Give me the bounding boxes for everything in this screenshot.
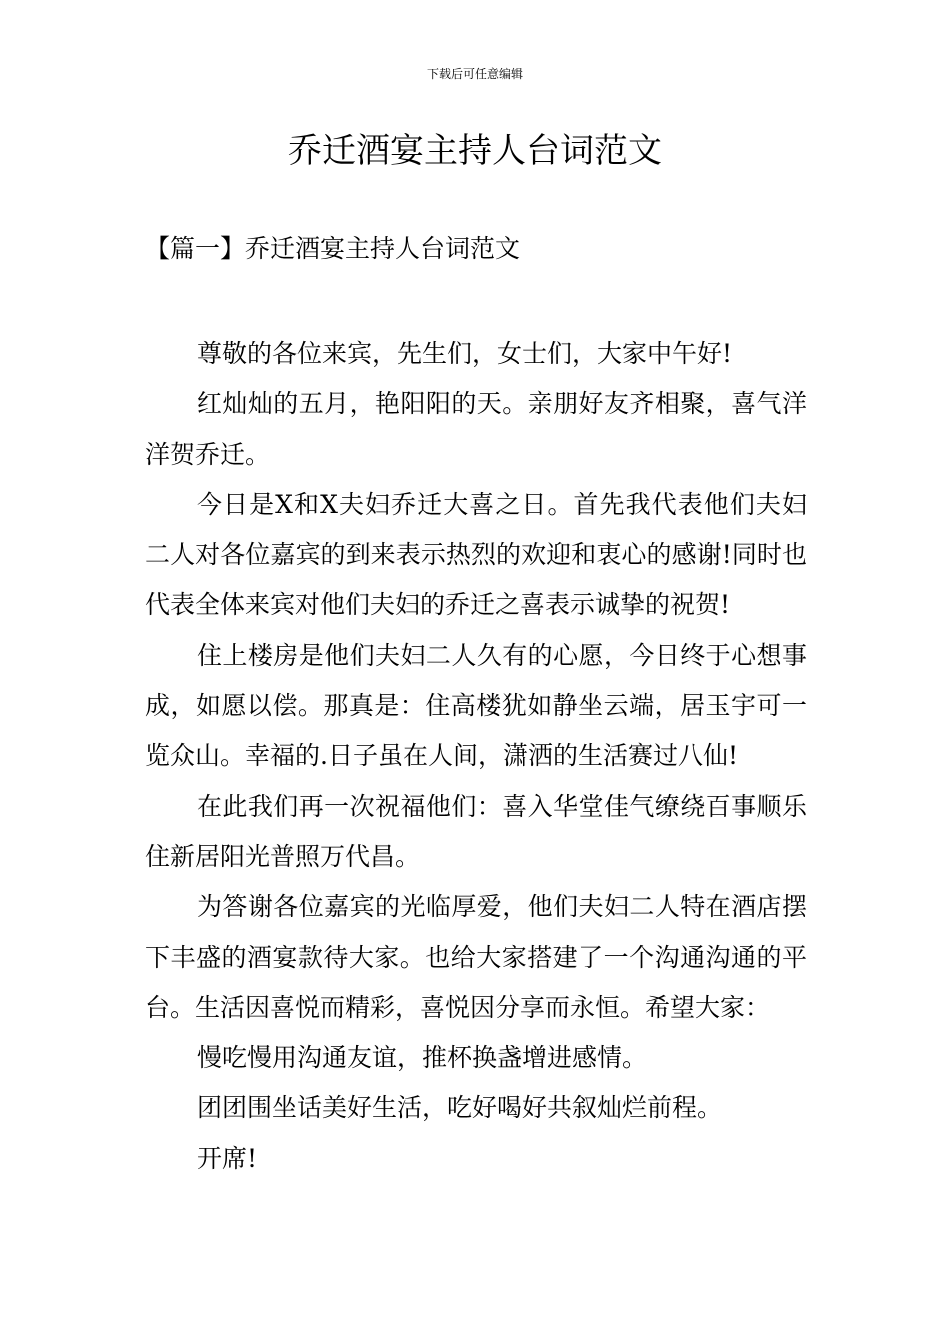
paragraph-welcome: 今日是X和X夫妇乔迁大喜之日。首先我代表他们夫妇二人对各位嘉宾的到来表示热烈的欢迎和衷心的感谢!同时也代表全体来宾对他们夫妇的乔迁之喜表示诚挚的祝贺! bbox=[145, 489, 807, 620]
document-title: 乔迁酒宴主持人台词范文 bbox=[288, 131, 662, 171]
paragraph-open-banquet: 开席! bbox=[197, 1143, 258, 1173]
paragraph-may: 红灿灿的五月，艳阳阳的天。亲朋好友齐相聚，喜气洋洋贺乔迁。 bbox=[145, 389, 807, 469]
paragraph-blessing: 在此我们再一次祝福他们：喜入华堂佳气缭绕百事顺乐住新居阳光普照万代昌。 bbox=[145, 791, 807, 871]
paragraph-couplet-2: 团团围坐话美好生活，吃好喝好共叙灿烂前程。 bbox=[197, 1093, 723, 1123]
section-heading: 【篇一】乔迁酒宴主持人台词范文 bbox=[145, 234, 521, 263]
paragraph-banquet: 为答谢各位嘉宾的光临厚爱，他们夫妇二人特在酒店摆下丰盛的酒宴款待大家。也给大家搭建了一个沟通沟通的平台。生活因喜悦而精彩，喜悦因分享而永恒。希望大家： bbox=[145, 892, 807, 1022]
paragraph-couplet-1: 慢吃慢用沟通友谊，推杯换盏增进感情。 bbox=[197, 1043, 648, 1073]
header-note: 下载后可任意编辑 bbox=[426, 67, 523, 81]
body-text bbox=[145, 329, 807, 1184]
paragraph-new-home: 住上楼房是他们夫妇二人久有的心愿，今日终于心想事成，如愿以偿。那真是：住高楼犹如静坐云端，居玉宇可一览众山。幸福的.日子虽在人间，潇洒的生活赛过八仙! bbox=[145, 640, 807, 771]
paragraph-greeting: 尊敬的各位来宾，先生们，女士们，大家中午好! bbox=[197, 339, 733, 368]
